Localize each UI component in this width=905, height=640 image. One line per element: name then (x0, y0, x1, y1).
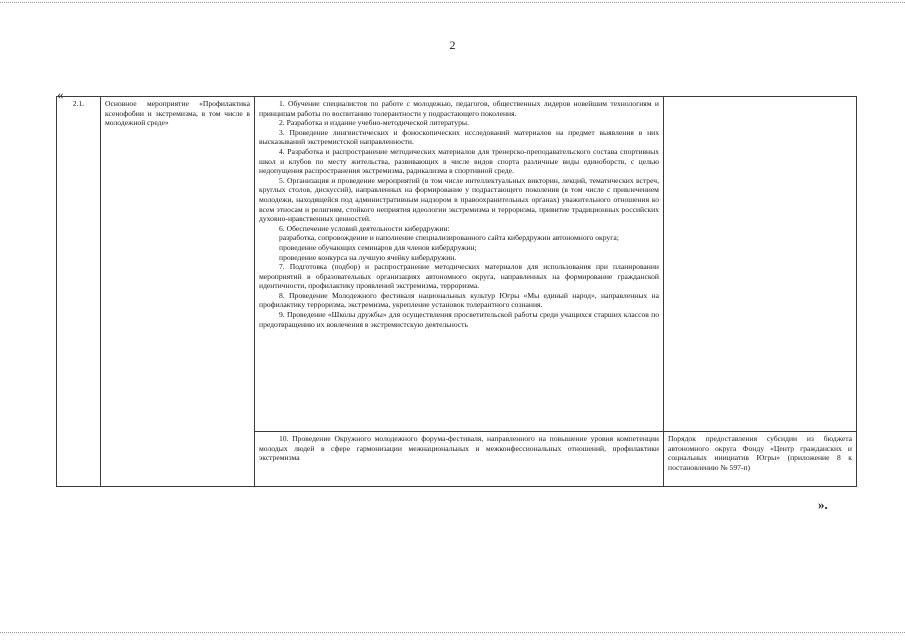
scan-artifact-bottom (0, 632, 905, 633)
task-item: 5. Организация и проведение мероприятий (в том числе интеллектуальных викторин, лекций, тематических встреч, круглых столов, дискуссий), направленных на формирование у подрастающего поколения (в том числе с привлечением молодежи, находящейся под административным надзором в правоохранительных органах) уважительного отношения ко всем этносам и религиям, стойкого неприятия идеологии экстремизма и терроризма, привитие традиционных российских духовно-нравственных ценностей. (259, 175, 659, 224)
task-item: 8. Проведение Молодежного фестиваля национальных культур Югры «Мы единый народ», направленных на профилактику терроризма, экстремизма, укрепление установок толерантного сознания. (259, 290, 659, 310)
table-row (57, 97, 857, 432)
source-cell: Порядок предоставления субсидии из бюджета автономного округа Фонду «Центр гражданских и социальных инициатив Югры» (приложение 8 к постановлению № 597-п) (664, 432, 857, 487)
task-item: 3. Проведение лингвистических и фоноскопических исследований материалов на предмет выявления в них высказываний экстремистской направленности. (259, 127, 659, 147)
task-subitem: разработка, сопровождение и наполнение специализированного сайта кибердружин автономного округа; (279, 233, 619, 243)
task-item: 4. Разработка и распространение методических материалов для тренерско-преподавательского состава спортивных школ и клубов по месту жительства, развивающих в числе видов спорта различные виды единоборств, с целью недопущения распространения экстремизма, радикализма в спортивной среде. (259, 146, 659, 176)
task-item: 10. Проведение Окружного молодежного форума-фестиваля, направленного на повышение уровня компетенции молодых людей в сфере гармонизации межнациональных и межконфессиональных отношений, профилактики экстремизма (259, 434, 659, 463)
tasks-cell (255, 97, 664, 432)
scan-artifact-top (0, 2, 905, 3)
source-cell-empty (664, 97, 857, 432)
task-subitem: проведение конкурса на лучшую ячейку кибердружин. (279, 252, 457, 262)
task-item: 6. Обеспечение условий деятельности кибердружин: (279, 223, 450, 233)
task-item: 9. Проведение «Школы дружбы» для осуществления просветительской работы среди учащихся старших классов по предотвращению их вовлечения в экстремистскую деятельность (259, 310, 659, 329)
task-item: 7. Подготовка (подбор) и распространение методических материалов для использования при планировании мероприятий в образовательных организациях автономного округа, направленных на формирование гражданской идентичности, профилактику проявлений экстремизма, терроризма. (259, 262, 659, 291)
opening-quote-mark: « (57, 87, 64, 102)
closing-quote-mark: ». (818, 497, 828, 512)
task-item: 1. Обучение специалистов по работе с молодежью, педагогов, общественных лидеров новейшим технологиям и принципам работы по воспитанию толерантности у подрастающего поколения. (259, 99, 659, 118)
measures-table (56, 96, 857, 487)
page-number: 2 (449, 38, 456, 52)
task-item: 2. Разработка и издание учебно-методической литературы. (279, 118, 469, 128)
task-subitem: проведение обучающих семинаров для членов кибердружин; (279, 242, 477, 252)
measure-name-cell: Основное мероприятие «Профилактика ксенофобии и экстремизма, в том числе в молодежной среде» (101, 97, 255, 487)
row-number-cell: 2.1. (57, 97, 101, 487)
task-10-cell (255, 432, 664, 487)
